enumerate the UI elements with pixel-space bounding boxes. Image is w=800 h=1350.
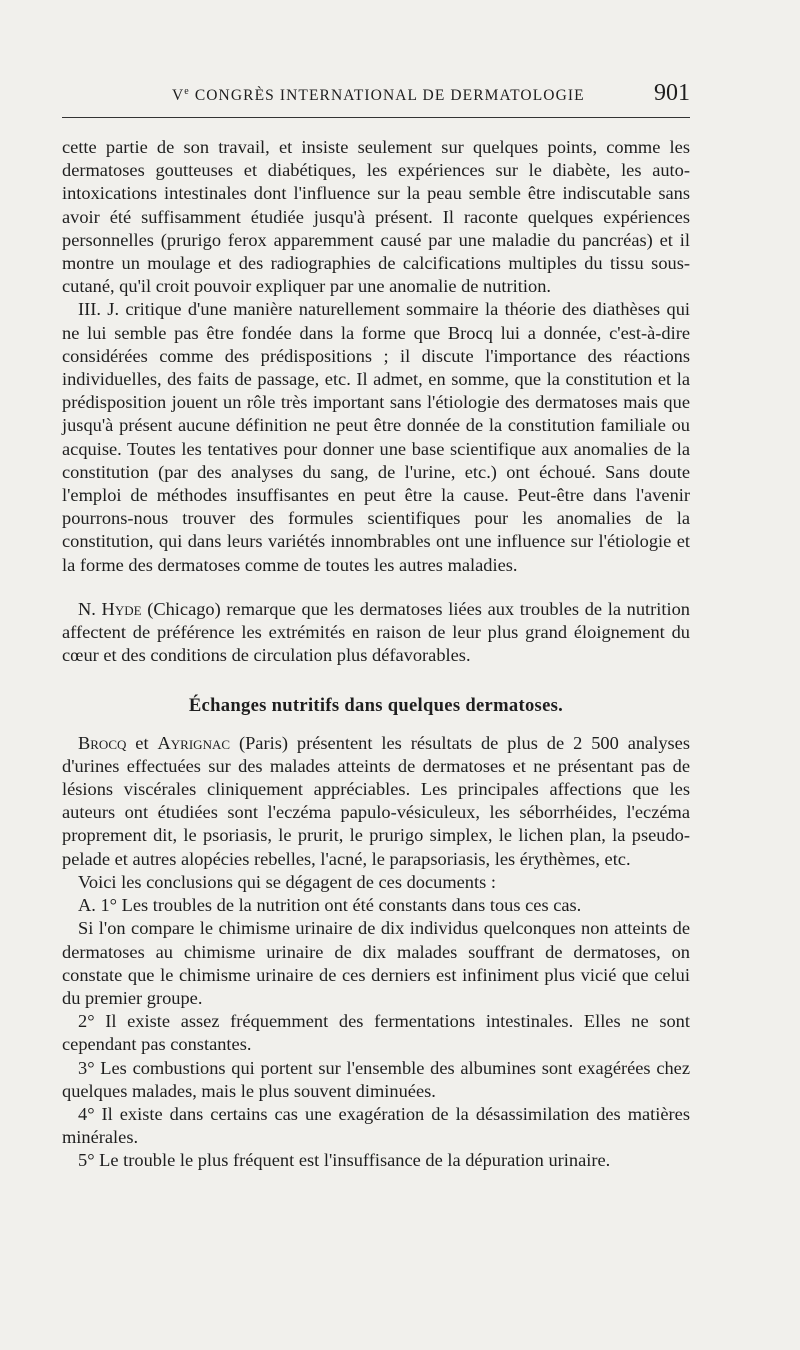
conjunction-text: et (126, 732, 158, 753)
running-head-superscript: e (184, 86, 190, 97)
conclusion-item-3: 3° Les combustions qui portent sur l'ensemble des albumines sont exagérées chez quelques malades, mais le plus souvent diminuées. (62, 1057, 690, 1101)
paragraph-diatheses: III. J. critique d'une manière naturellement sommaire la théorie des diathèses qui ne lui semble pas être fondée dans la forme que Brocq lui a donnée, c'est-à-dire considérées comme des prédispositions ; il discute l'importance des réactions individuelles, des faits de passage, etc. Il admet, en somme, que la constitution et la prédisposition jouent un rôle très important sans l'étiologie des dermatoses mais que jusqu'à présent aucune définition ne peut être donnée de la constitution familiale ou acquise. Toutes les tentatives pour donner une base scientifique aux anomalies de la constitution (par des analyses du sang, de l'urine, etc.) ont échoué. Sans doute l'emploi de méthodes insuffisantes en peut être la cause. Peut-être dans l'avenir pourrons-nous trouver des formules scientifiques pour les anomalies de la constitution, qui dans leurs variétés innombrables ont une influence sur l'étiologie et la forme des dermatoses comme de toutes les autres maladies. (62, 299, 690, 575)
paragraph-gap (62, 577, 690, 598)
body-text (62, 136, 690, 1173)
paragraph-conclusions-intro: Voici les conclusions qui se dégagent de ces documents : (78, 871, 496, 892)
section-heading: Échanges nutritifs dans quelques dermatoses. (188, 695, 564, 717)
paragraph-brocq (62, 732, 690, 871)
paragraph-brocq-text: (Paris) présentent les résultats de plus de 2 500 analyses d'urines effectuées sur des malades atteints de dermatoses et ne présentant pas de lésions viscérales cliniquement appréciables. Les principales affections que les auteurs ont étudiées sont l'eczéma papulo-vésiculeux, les séborrhéides, l'eczéma proprement dit, le psoriasis, le prurit, le prurigo simplex, le lichen plan, la pseudo-pelade et autres alopécies rebelles, l'acné, le parapsoriasis, les érythèmes, etc. (62, 732, 691, 869)
running-head-text: CONGRÈS INTERNATIONAL DE DERMATOLOGIE (194, 87, 585, 105)
conclusion-item-5: 5° Le trouble le plus fréquent est l'insuffisance de la dépuration urinaire. (78, 1150, 611, 1171)
header-rule (62, 117, 690, 118)
running-head (172, 76, 690, 110)
paragraph-hyde-text: (Chicago) remarque que les dermatoses liées aux troubles de la nutrition affectent de préférence les extrémités en raison de leur plus grand éloignement du cœur et des conditions de circulation plus défavorables. (62, 598, 690, 666)
running-head-title (172, 86, 585, 105)
paragraph-gap (62, 667, 690, 688)
paragraph-continuation: cette partie de son travail, et insiste seulement sur quelques points, comme les dermatoses goutteuses et diabétiques, les expériences sur le diabète, les auto-intoxications intestinales dont l'influence sur la peau semble être indiscutable sans avoir été suffisamment étudiée jusqu'à présent. Il raconte quelques expériences personnelles (prurigo ferox apparemment causé par une maladie du pancréas) et il montre un moulage et des radiographies de calcifications multiples du tissu sous-cutané, qu'il croit pouvoir expliquer par une anomalie de nutrition. (62, 137, 690, 297)
author-name-brocq: Brocq (78, 732, 127, 753)
author-name-ayrignac: Ayrignac (157, 732, 231, 753)
conclusion-item-4: 4° Il existe dans certains cas une exagération de la désassimilation des matières minérales. (62, 1103, 690, 1148)
conclusion-item-2: 2° Il existe assez fréquemment des fermentations intestinales. Elles ne sont cependant pas constantes. (62, 1011, 690, 1055)
conclusion-item-1: A. 1° Les troubles de la nutrition ont été constants dans tous ces cas. (78, 895, 582, 916)
author-name-hyde: N. Hyde (78, 598, 142, 619)
page-number: 901 (654, 80, 690, 106)
paragraph-hyde (62, 598, 690, 668)
running-head-prefix: V (172, 87, 185, 105)
paragraph-comparison: Si l'on compare le chimisme urinaire de dix individus quelconques non atteints de dermatoses au chimisme urinaire de dix malades souffrant de dermatoses, on constate que le chimisme urinaire de ces derniers est infiniment plus vicié que celui du premier groupe. (62, 918, 690, 1008)
